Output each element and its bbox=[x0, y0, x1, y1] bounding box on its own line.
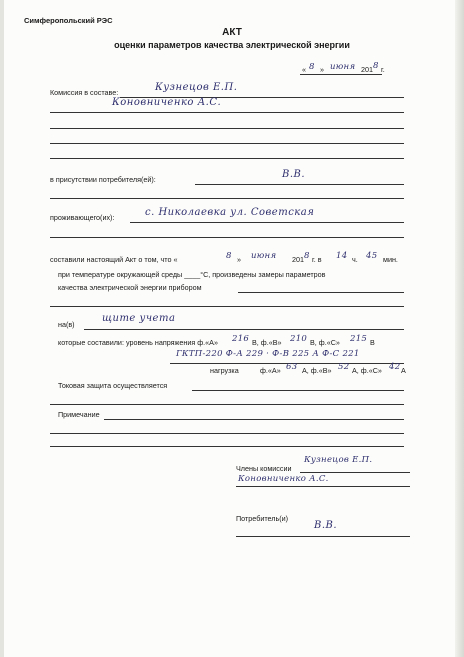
act-time-prefix: г. в bbox=[312, 255, 322, 264]
load-phase-c: 42 bbox=[389, 362, 401, 372]
act-day: 8 bbox=[226, 251, 232, 261]
voltage-unit: В bbox=[370, 338, 375, 347]
second-voltage-reading: ГКТП-220 Ф-А 229 · Ф-В 225 А Ф-С 221 bbox=[176, 349, 360, 359]
date-day: 8 bbox=[309, 62, 315, 72]
act-minutes: 45 bbox=[366, 251, 378, 261]
residence-value: с. Николаевка ул. Советская bbox=[145, 207, 315, 218]
scan-page-edge bbox=[455, 0, 464, 657]
voltage-phase-b: 210 bbox=[290, 334, 308, 344]
voltage-phase-a: 216 bbox=[232, 334, 250, 344]
act-year: 201 bbox=[292, 255, 304, 264]
residence-label: проживающего(их): bbox=[50, 213, 115, 222]
protection-label: Токовая защита осуществляется bbox=[58, 381, 168, 390]
commission-label: Комиссия в составе: bbox=[50, 88, 119, 97]
load-c-label: А, ф.«С» bbox=[352, 366, 382, 375]
location-value: щите учета bbox=[102, 313, 176, 324]
organization-name: Симферопольский РЭС bbox=[24, 16, 113, 25]
note-label: Примечание bbox=[58, 410, 100, 419]
commission-signature-2: Коновниченко А.С. bbox=[238, 474, 329, 484]
voltage-label: которые составили: уровень напряжения ф.«А» bbox=[58, 338, 218, 347]
date-year-digit: 8 bbox=[373, 61, 379, 71]
device-line: качества электрической энергии прибором bbox=[58, 283, 202, 292]
presence-value: В.В. bbox=[282, 169, 306, 180]
commission-signature-label: Члены комиссии bbox=[236, 464, 292, 473]
voltage-phase-c: 215 bbox=[350, 334, 368, 344]
voltage-b-label: В, ф.«В» bbox=[252, 338, 282, 347]
load-phase-a: 63 bbox=[286, 362, 298, 372]
document-subtitle: оценки параметров качества электрической энергии bbox=[114, 40, 350, 50]
load-unit: А bbox=[401, 366, 406, 375]
load-phase-b: 52 bbox=[338, 362, 350, 372]
commission-member-2: Коновниченко А.С. bbox=[112, 97, 222, 108]
date-suffix: г. bbox=[381, 65, 385, 74]
act-prefix: составили настоящий Акт о том, что « bbox=[50, 255, 178, 264]
scan-binding-edge bbox=[0, 0, 4, 657]
commission-member-1: Кузнецов Е.П. bbox=[155, 82, 238, 93]
load-label: нагрузка bbox=[210, 366, 239, 375]
temperature-line: при температуре окружающей среды ____°С, произведены замеры параметров bbox=[58, 270, 326, 279]
act-minutes-suffix: мин. bbox=[383, 255, 398, 264]
act-hour-suffix: ч. bbox=[352, 255, 358, 264]
voltage-c-label: В, ф.«С» bbox=[310, 338, 340, 347]
act-hour: 14 bbox=[336, 251, 348, 261]
load-a-label: ф.«А» bbox=[260, 366, 281, 375]
act-year-digit: 8 bbox=[304, 251, 310, 261]
location-label: на(в) bbox=[58, 320, 75, 329]
date-year-prefix: 201 bbox=[361, 65, 373, 74]
presence-label: в присутствии потребителя(ей): bbox=[50, 175, 156, 184]
act-month: июня bbox=[251, 251, 277, 261]
date-month: июня bbox=[330, 62, 356, 72]
commission-signature-1: Кузнецов Е.П. bbox=[304, 455, 373, 465]
consumer-signature: В.В. bbox=[314, 520, 338, 531]
document-title: АКТ bbox=[222, 27, 242, 38]
date-open-quote: « bbox=[302, 65, 306, 74]
date-close-quote: » bbox=[320, 65, 324, 74]
act-quote: » bbox=[237, 255, 241, 264]
load-b-label: А, ф.«В» bbox=[302, 366, 332, 375]
consumer-signature-label: Потребитель(и) bbox=[236, 514, 289, 523]
